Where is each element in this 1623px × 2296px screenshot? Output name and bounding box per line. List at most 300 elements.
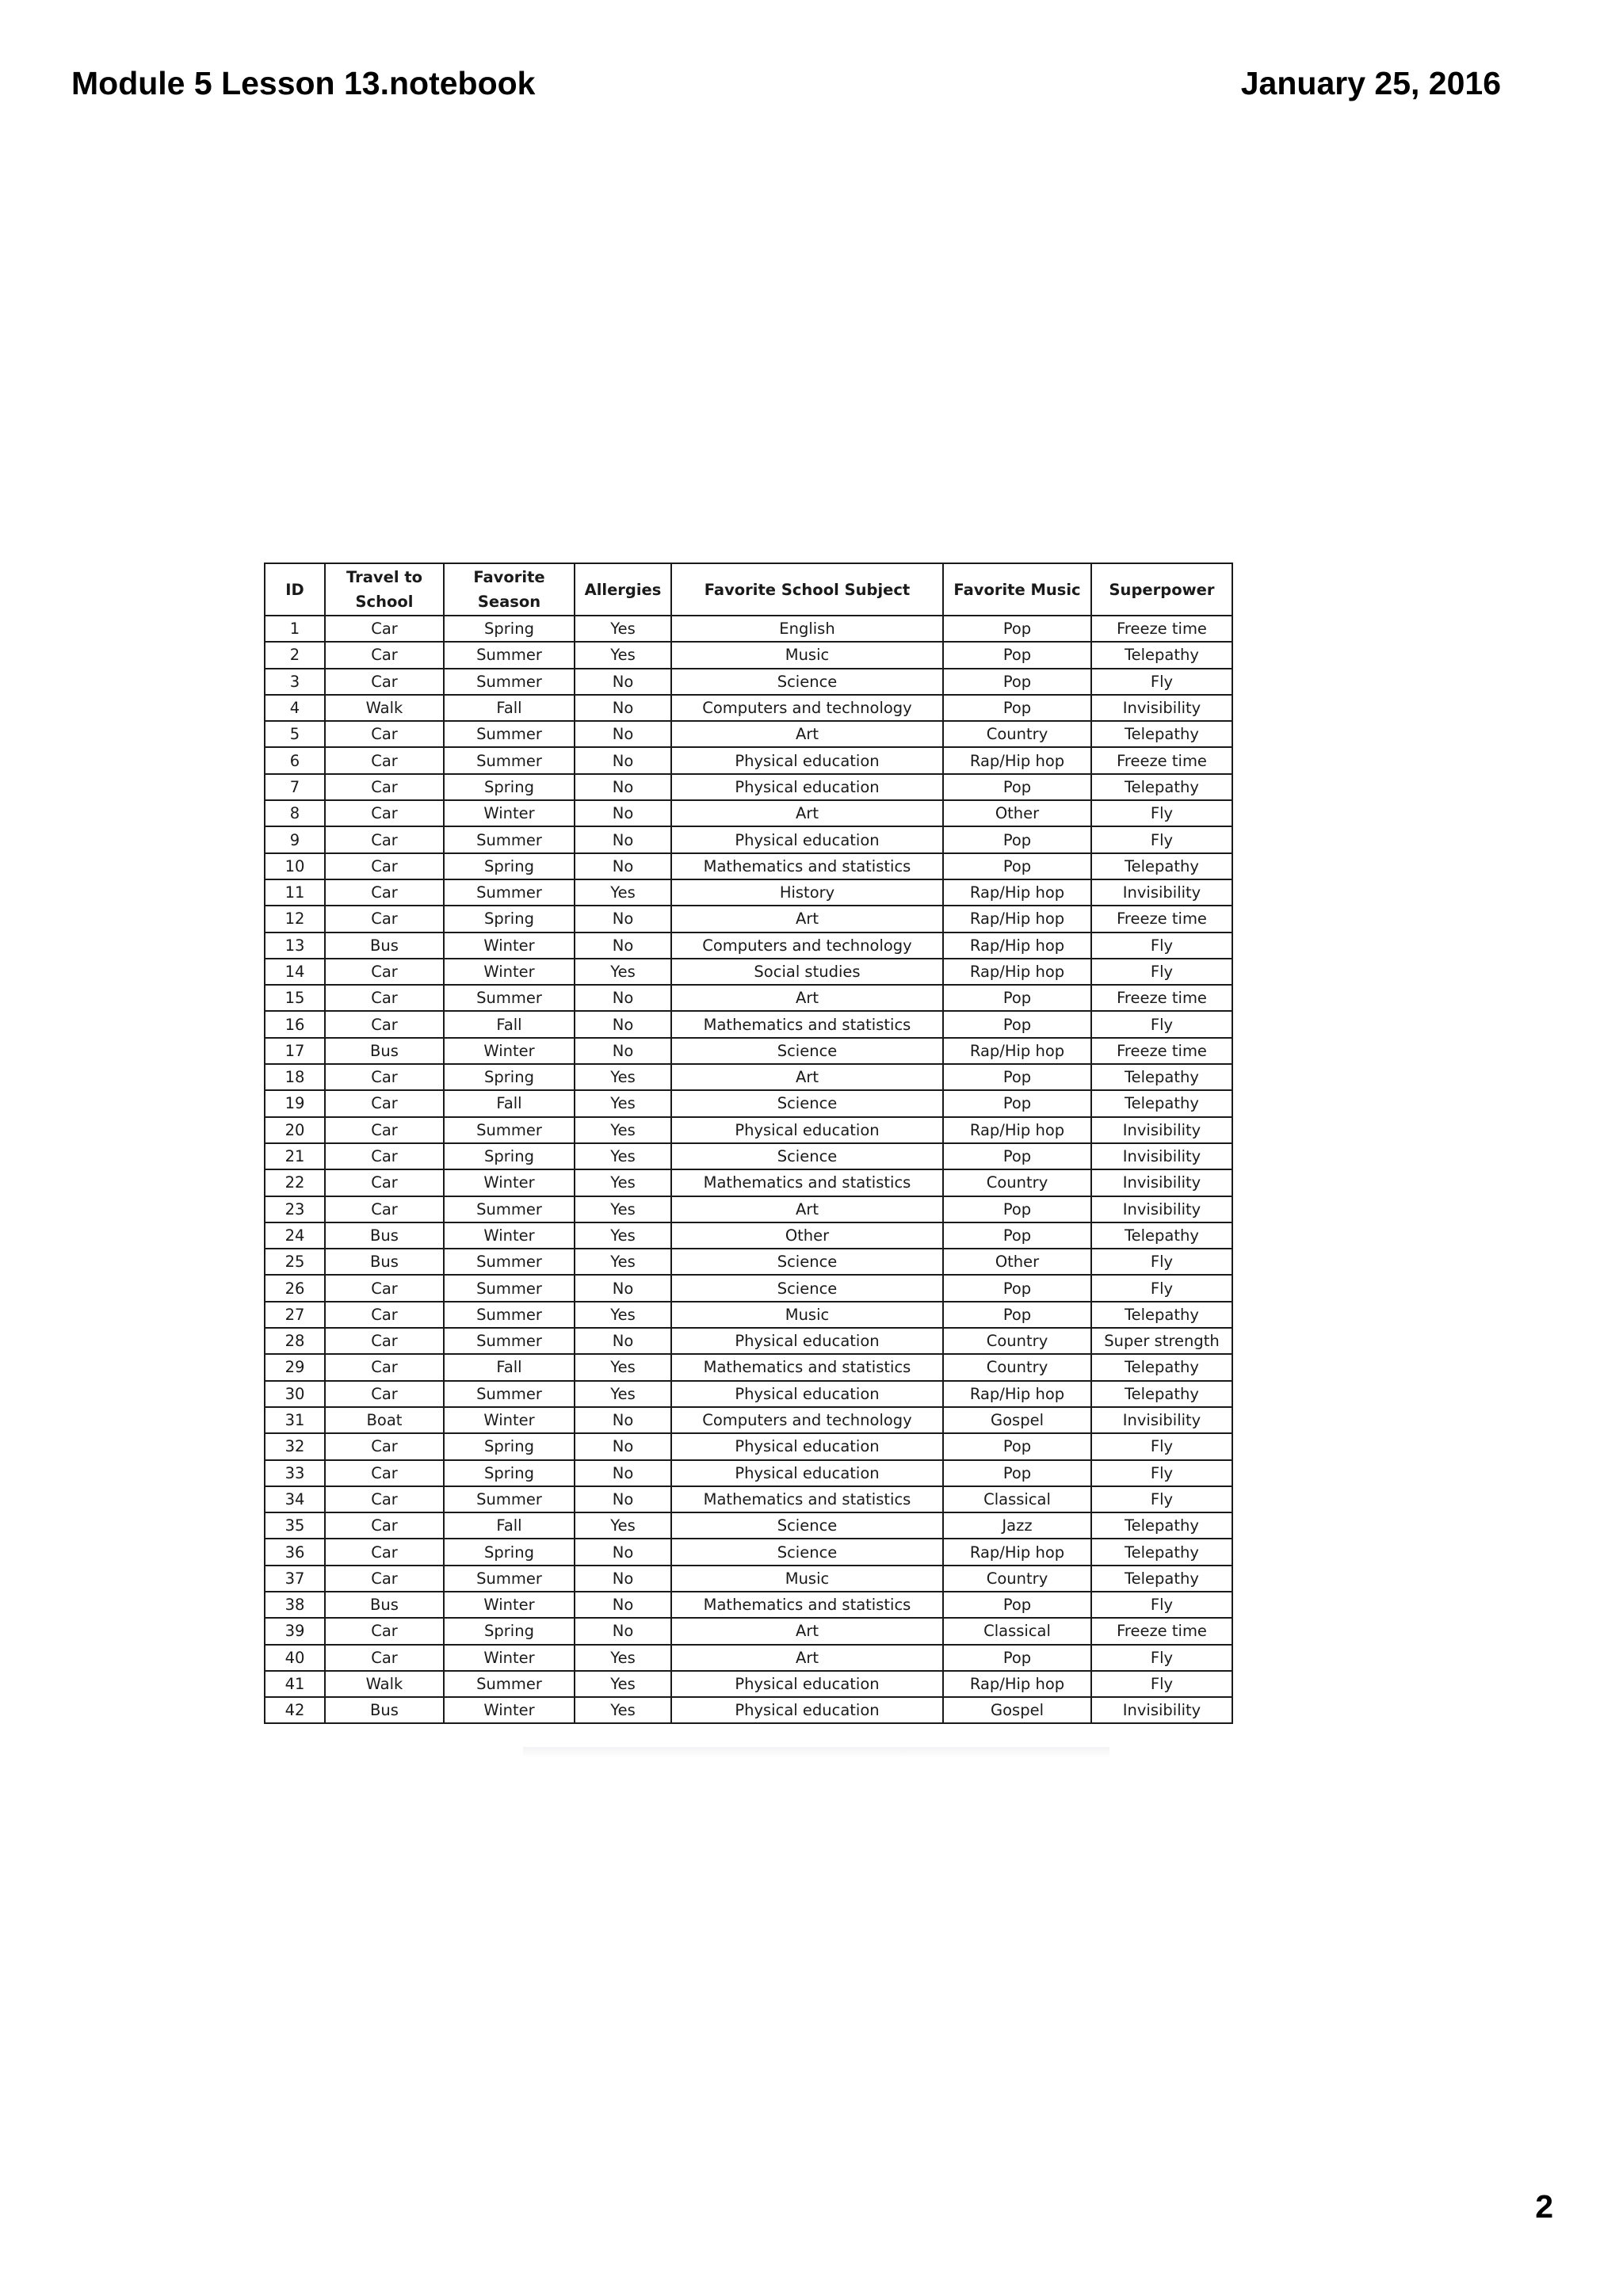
cell-superpower: Fly bbox=[1091, 826, 1232, 852]
document-title: Module 5 Lesson 13.notebook bbox=[71, 65, 536, 101]
table-row bbox=[265, 695, 1232, 721]
cell-season: Spring bbox=[444, 774, 575, 800]
cell-subject: Art bbox=[671, 906, 943, 932]
table-row bbox=[265, 1275, 1232, 1301]
cell-id: 10 bbox=[265, 853, 325, 879]
cell-travel: Car bbox=[325, 1566, 444, 1592]
cell-allergies: No bbox=[575, 1011, 671, 1037]
column-header-allergies: Allergies bbox=[575, 563, 671, 616]
cell-allergies: Yes bbox=[575, 1196, 671, 1222]
cell-id: 15 bbox=[265, 985, 325, 1011]
cell-id: 13 bbox=[265, 933, 325, 959]
cell-travel: Bus bbox=[325, 933, 444, 959]
cell-music: Rap/Hip hop bbox=[943, 1038, 1091, 1064]
cell-travel: Car bbox=[325, 1354, 444, 1380]
cell-travel: Car bbox=[325, 985, 444, 1011]
cell-id: 29 bbox=[265, 1354, 325, 1380]
cell-id: 4 bbox=[265, 695, 325, 721]
cell-allergies: No bbox=[575, 933, 671, 959]
cell-music: Other bbox=[943, 1249, 1091, 1275]
cell-allergies: No bbox=[575, 695, 671, 721]
cell-music: Other bbox=[943, 800, 1091, 826]
cell-travel: Car bbox=[325, 1169, 444, 1196]
cell-allergies: No bbox=[575, 1592, 671, 1618]
cell-superpower: Fly bbox=[1091, 933, 1232, 959]
cell-superpower: Fly bbox=[1091, 669, 1232, 695]
cell-music: Country bbox=[943, 1354, 1091, 1380]
cell-travel: Car bbox=[325, 1486, 444, 1512]
cell-subject: Physical education bbox=[671, 1117, 943, 1143]
cell-superpower: Invisibility bbox=[1091, 1407, 1232, 1433]
cell-id: 42 bbox=[265, 1697, 325, 1723]
cell-music: Pop bbox=[943, 1143, 1091, 1169]
cell-allergies: No bbox=[575, 800, 671, 826]
table-row bbox=[265, 1222, 1232, 1249]
cell-superpower: Telepathy bbox=[1091, 1381, 1232, 1407]
cell-travel: Car bbox=[325, 721, 444, 747]
table-row bbox=[265, 1618, 1232, 1644]
cell-allergies: No bbox=[575, 1539, 671, 1565]
table-row bbox=[265, 1302, 1232, 1328]
cell-id: 34 bbox=[265, 1486, 325, 1512]
cell-id: 1 bbox=[265, 616, 325, 642]
cell-allergies: Yes bbox=[575, 616, 671, 642]
cell-allergies: No bbox=[575, 721, 671, 747]
cell-season: Summer bbox=[444, 642, 575, 668]
table-row bbox=[265, 774, 1232, 800]
cell-id: 38 bbox=[265, 1592, 325, 1618]
cell-season: Summer bbox=[444, 1117, 575, 1143]
column-header-superpower: Superpower bbox=[1091, 563, 1232, 616]
cell-id: 17 bbox=[265, 1038, 325, 1064]
cell-subject: Music bbox=[671, 1302, 943, 1328]
cell-allergies: No bbox=[575, 747, 671, 773]
table-row bbox=[265, 1143, 1232, 1169]
cell-superpower: Telepathy bbox=[1091, 642, 1232, 668]
cell-music: Pop bbox=[943, 826, 1091, 852]
cell-subject: Science bbox=[671, 669, 943, 695]
cell-season: Spring bbox=[444, 1143, 575, 1169]
table-row bbox=[265, 616, 1232, 642]
cell-id: 6 bbox=[265, 747, 325, 773]
table-row bbox=[265, 1645, 1232, 1671]
cell-subject: Physical education bbox=[671, 1328, 943, 1354]
table-row bbox=[265, 747, 1232, 773]
cell-id: 30 bbox=[265, 1381, 325, 1407]
table-row bbox=[265, 933, 1232, 959]
survey-table-container bbox=[264, 563, 1233, 1723]
cell-travel: Bus bbox=[325, 1038, 444, 1064]
cell-season: Fall bbox=[444, 1512, 575, 1539]
table-row bbox=[265, 985, 1232, 1011]
cell-superpower: Telepathy bbox=[1091, 721, 1232, 747]
cell-music: Pop bbox=[943, 1302, 1091, 1328]
cell-subject: Art bbox=[671, 1064, 943, 1090]
cell-id: 9 bbox=[265, 826, 325, 852]
table-row bbox=[265, 959, 1232, 985]
cell-music: Pop bbox=[943, 1064, 1091, 1090]
cell-travel: Car bbox=[325, 879, 444, 906]
table-row bbox=[265, 669, 1232, 695]
cell-id: 20 bbox=[265, 1117, 325, 1143]
cell-season: Spring bbox=[444, 853, 575, 879]
cell-season: Spring bbox=[444, 1460, 575, 1486]
cell-music: Pop bbox=[943, 1196, 1091, 1222]
cell-subject: Science bbox=[671, 1090, 943, 1116]
cell-music: Pop bbox=[943, 616, 1091, 642]
cell-music: Pop bbox=[943, 642, 1091, 668]
cell-allergies: Yes bbox=[575, 1697, 671, 1723]
table-row bbox=[265, 879, 1232, 906]
cell-music: Rap/Hip hop bbox=[943, 879, 1091, 906]
cell-travel: Car bbox=[325, 1275, 444, 1301]
cell-subject: Mathematics and statistics bbox=[671, 1011, 943, 1037]
cell-id: 26 bbox=[265, 1275, 325, 1301]
cell-id: 11 bbox=[265, 879, 325, 906]
cell-superpower: Fly bbox=[1091, 1249, 1232, 1275]
cell-id: 31 bbox=[265, 1407, 325, 1433]
cell-superpower: Fly bbox=[1091, 1671, 1232, 1697]
cell-subject: Science bbox=[671, 1249, 943, 1275]
cell-season: Winter bbox=[444, 800, 575, 826]
cell-superpower: Telepathy bbox=[1091, 1064, 1232, 1090]
column-header-travel: Travel to School bbox=[325, 563, 444, 616]
cell-travel: Car bbox=[325, 1302, 444, 1328]
cell-allergies: No bbox=[575, 1486, 671, 1512]
cell-superpower: Invisibility bbox=[1091, 1169, 1232, 1196]
cell-music: Country bbox=[943, 1566, 1091, 1592]
cell-subject: Music bbox=[671, 1566, 943, 1592]
cell-season: Summer bbox=[444, 985, 575, 1011]
cell-travel: Car bbox=[325, 1381, 444, 1407]
cell-subject: Mathematics and statistics bbox=[671, 853, 943, 879]
cell-season: Winter bbox=[444, 1169, 575, 1196]
cell-season: Spring bbox=[444, 1064, 575, 1090]
cell-subject: Physical education bbox=[671, 1381, 943, 1407]
cell-id: 21 bbox=[265, 1143, 325, 1169]
cell-id: 23 bbox=[265, 1196, 325, 1222]
cell-allergies: No bbox=[575, 1460, 671, 1486]
cell-subject: Art bbox=[671, 1196, 943, 1222]
table-row bbox=[265, 853, 1232, 879]
table-row bbox=[265, 721, 1232, 747]
cell-superpower: Invisibility bbox=[1091, 1143, 1232, 1169]
cell-allergies: No bbox=[575, 669, 671, 695]
cell-travel: Car bbox=[325, 1460, 444, 1486]
cell-superpower: Fly bbox=[1091, 1486, 1232, 1512]
cell-travel: Car bbox=[325, 1011, 444, 1037]
table-row bbox=[265, 1196, 1232, 1222]
cell-subject: Physical education bbox=[671, 1433, 943, 1459]
cell-subject: Physical education bbox=[671, 774, 943, 800]
cell-season: Summer bbox=[444, 1275, 575, 1301]
table-row bbox=[265, 826, 1232, 852]
scan-shadow bbox=[523, 1747, 1109, 1758]
cell-allergies: Yes bbox=[575, 879, 671, 906]
cell-id: 3 bbox=[265, 669, 325, 695]
cell-superpower: Telepathy bbox=[1091, 853, 1232, 879]
cell-id: 2 bbox=[265, 642, 325, 668]
table-row bbox=[265, 1566, 1232, 1592]
cell-season: Fall bbox=[444, 1090, 575, 1116]
column-header-season: Favorite Season bbox=[444, 563, 575, 616]
cell-travel: Walk bbox=[325, 1671, 444, 1697]
cell-allergies: Yes bbox=[575, 1671, 671, 1697]
cell-id: 12 bbox=[265, 906, 325, 932]
cell-travel: Car bbox=[325, 1645, 444, 1671]
cell-subject: Physical education bbox=[671, 1697, 943, 1723]
table-row bbox=[265, 1011, 1232, 1037]
cell-allergies: Yes bbox=[575, 1354, 671, 1380]
cell-travel: Car bbox=[325, 616, 444, 642]
cell-travel: Walk bbox=[325, 695, 444, 721]
cell-music: Rap/Hip hop bbox=[943, 1117, 1091, 1143]
cell-id: 5 bbox=[265, 721, 325, 747]
cell-music: Pop bbox=[943, 1592, 1091, 1618]
cell-music: Gospel bbox=[943, 1407, 1091, 1433]
table-row bbox=[265, 1697, 1232, 1723]
cell-allergies: No bbox=[575, 1566, 671, 1592]
cell-id: 7 bbox=[265, 774, 325, 800]
cell-travel: Boat bbox=[325, 1407, 444, 1433]
table-row bbox=[265, 1117, 1232, 1143]
cell-subject: Mathematics and statistics bbox=[671, 1592, 943, 1618]
cell-music: Pop bbox=[943, 1433, 1091, 1459]
cell-travel: Car bbox=[325, 853, 444, 879]
cell-allergies: No bbox=[575, 1618, 671, 1644]
table-row bbox=[265, 1038, 1232, 1064]
table-header-row bbox=[265, 563, 1232, 616]
cell-travel: Bus bbox=[325, 1697, 444, 1723]
cell-subject: Science bbox=[671, 1143, 943, 1169]
cell-superpower: Invisibility bbox=[1091, 1196, 1232, 1222]
cell-subject: Science bbox=[671, 1038, 943, 1064]
cell-music: Rap/Hip hop bbox=[943, 747, 1091, 773]
cell-allergies: No bbox=[575, 1275, 671, 1301]
cell-music: Pop bbox=[943, 1460, 1091, 1486]
table-row bbox=[265, 1460, 1232, 1486]
cell-season: Spring bbox=[444, 906, 575, 932]
cell-allergies: No bbox=[575, 774, 671, 800]
cell-season: Fall bbox=[444, 695, 575, 721]
cell-superpower: Freeze time bbox=[1091, 747, 1232, 773]
cell-superpower: Invisibility bbox=[1091, 695, 1232, 721]
column-header-subject: Favorite School Subject bbox=[671, 563, 943, 616]
cell-superpower: Freeze time bbox=[1091, 906, 1232, 932]
cell-subject: Science bbox=[671, 1539, 943, 1565]
cell-superpower: Fly bbox=[1091, 800, 1232, 826]
table-row bbox=[265, 1512, 1232, 1539]
table-row bbox=[265, 1539, 1232, 1565]
cell-id: 25 bbox=[265, 1249, 325, 1275]
table-row bbox=[265, 906, 1232, 932]
cell-superpower: Freeze time bbox=[1091, 616, 1232, 642]
column-header-id: ID bbox=[265, 563, 325, 616]
cell-travel: Car bbox=[325, 1196, 444, 1222]
cell-music: Rap/Hip hop bbox=[943, 1381, 1091, 1407]
cell-subject: Mathematics and statistics bbox=[671, 1169, 943, 1196]
cell-season: Winter bbox=[444, 1697, 575, 1723]
cell-season: Spring bbox=[444, 1539, 575, 1565]
cell-music: Rap/Hip hop bbox=[943, 1539, 1091, 1565]
cell-superpower: Telepathy bbox=[1091, 1566, 1232, 1592]
cell-season: Summer bbox=[444, 1486, 575, 1512]
cell-music: Classical bbox=[943, 1618, 1091, 1644]
table-row bbox=[265, 1249, 1232, 1275]
cell-music: Country bbox=[943, 1328, 1091, 1354]
cell-subject: Computers and technology bbox=[671, 1407, 943, 1433]
cell-season: Summer bbox=[444, 1302, 575, 1328]
cell-id: 8 bbox=[265, 800, 325, 826]
cell-id: 28 bbox=[265, 1328, 325, 1354]
cell-season: Winter bbox=[444, 933, 575, 959]
cell-superpower: Fly bbox=[1091, 1011, 1232, 1037]
cell-subject: Computers and technology bbox=[671, 695, 943, 721]
cell-season: Winter bbox=[444, 959, 575, 985]
cell-subject: Science bbox=[671, 1275, 943, 1301]
table-row bbox=[265, 1328, 1232, 1354]
table-row bbox=[265, 1486, 1232, 1512]
table-body bbox=[265, 616, 1232, 1723]
cell-id: 18 bbox=[265, 1064, 325, 1090]
cell-subject: English bbox=[671, 616, 943, 642]
cell-travel: Car bbox=[325, 1433, 444, 1459]
cell-subject: Physical education bbox=[671, 826, 943, 852]
cell-superpower: Invisibility bbox=[1091, 1697, 1232, 1723]
cell-superpower: Fly bbox=[1091, 1645, 1232, 1671]
cell-travel: Car bbox=[325, 1618, 444, 1644]
cell-travel: Car bbox=[325, 642, 444, 668]
cell-travel: Car bbox=[325, 1064, 444, 1090]
cell-subject: Physical education bbox=[671, 747, 943, 773]
table-row bbox=[265, 1064, 1232, 1090]
table-row bbox=[265, 1090, 1232, 1116]
cell-id: 19 bbox=[265, 1090, 325, 1116]
cell-superpower: Freeze time bbox=[1091, 1618, 1232, 1644]
cell-allergies: No bbox=[575, 1407, 671, 1433]
document-date: January 25, 2016 bbox=[1240, 65, 1501, 101]
table-row bbox=[265, 1169, 1232, 1196]
cell-season: Spring bbox=[444, 1433, 575, 1459]
cell-allergies: Yes bbox=[575, 1117, 671, 1143]
cell-id: 35 bbox=[265, 1512, 325, 1539]
cell-music: Rap/Hip hop bbox=[943, 1671, 1091, 1697]
cell-superpower: Fly bbox=[1091, 1433, 1232, 1459]
cell-id: 37 bbox=[265, 1566, 325, 1592]
cell-music: Pop bbox=[943, 774, 1091, 800]
cell-music: Pop bbox=[943, 985, 1091, 1011]
table-row bbox=[265, 1407, 1232, 1433]
cell-music: Pop bbox=[943, 1090, 1091, 1116]
cell-travel: Car bbox=[325, 1117, 444, 1143]
cell-id: 39 bbox=[265, 1618, 325, 1644]
cell-travel: Car bbox=[325, 1143, 444, 1169]
cell-superpower: Freeze time bbox=[1091, 985, 1232, 1011]
cell-music: Rap/Hip hop bbox=[943, 906, 1091, 932]
survey-table bbox=[264, 563, 1233, 1724]
cell-subject: Mathematics and statistics bbox=[671, 1486, 943, 1512]
cell-allergies: No bbox=[575, 1328, 671, 1354]
cell-music: Country bbox=[943, 1169, 1091, 1196]
cell-allergies: Yes bbox=[575, 1249, 671, 1275]
cell-subject: Physical education bbox=[671, 1671, 943, 1697]
cell-season: Summer bbox=[444, 1328, 575, 1354]
cell-season: Summer bbox=[444, 879, 575, 906]
cell-travel: Car bbox=[325, 826, 444, 852]
cell-music: Pop bbox=[943, 1222, 1091, 1249]
cell-travel: Car bbox=[325, 1539, 444, 1565]
cell-superpower: Super strength bbox=[1091, 1328, 1232, 1354]
cell-season: Winter bbox=[444, 1645, 575, 1671]
cell-season: Summer bbox=[444, 1671, 575, 1697]
cell-subject: Art bbox=[671, 800, 943, 826]
cell-allergies: Yes bbox=[575, 1064, 671, 1090]
cell-superpower: Telepathy bbox=[1091, 1302, 1232, 1328]
cell-allergies: Yes bbox=[575, 959, 671, 985]
cell-superpower: Fly bbox=[1091, 1592, 1232, 1618]
cell-travel: Bus bbox=[325, 1249, 444, 1275]
cell-season: Summer bbox=[444, 1196, 575, 1222]
cell-allergies: Yes bbox=[575, 642, 671, 668]
cell-allergies: No bbox=[575, 985, 671, 1011]
cell-subject: Social studies bbox=[671, 959, 943, 985]
cell-id: 36 bbox=[265, 1539, 325, 1565]
cell-music: Pop bbox=[943, 695, 1091, 721]
cell-superpower: Telepathy bbox=[1091, 1090, 1232, 1116]
cell-travel: Car bbox=[325, 774, 444, 800]
cell-travel: Car bbox=[325, 1512, 444, 1539]
cell-id: 24 bbox=[265, 1222, 325, 1249]
cell-music: Pop bbox=[943, 853, 1091, 879]
cell-id: 14 bbox=[265, 959, 325, 985]
cell-season: Spring bbox=[444, 616, 575, 642]
cell-subject: Art bbox=[671, 1618, 943, 1644]
cell-season: Winter bbox=[444, 1038, 575, 1064]
cell-subject: Art bbox=[671, 721, 943, 747]
cell-travel: Bus bbox=[325, 1222, 444, 1249]
cell-travel: Car bbox=[325, 959, 444, 985]
cell-allergies: Yes bbox=[575, 1381, 671, 1407]
cell-music: Pop bbox=[943, 669, 1091, 695]
cell-subject: Computers and technology bbox=[671, 933, 943, 959]
cell-superpower: Fly bbox=[1091, 959, 1232, 985]
cell-allergies: No bbox=[575, 906, 671, 932]
cell-superpower: Telepathy bbox=[1091, 1512, 1232, 1539]
cell-subject: Mathematics and statistics bbox=[671, 1354, 943, 1380]
cell-music: Gospel bbox=[943, 1697, 1091, 1723]
cell-travel: Bus bbox=[325, 1592, 444, 1618]
cell-season: Spring bbox=[444, 1618, 575, 1644]
cell-music: Rap/Hip hop bbox=[943, 933, 1091, 959]
cell-music: Country bbox=[943, 721, 1091, 747]
table-row bbox=[265, 800, 1232, 826]
cell-superpower: Invisibility bbox=[1091, 879, 1232, 906]
cell-music: Rap/Hip hop bbox=[943, 959, 1091, 985]
cell-travel: Car bbox=[325, 1328, 444, 1354]
cell-allergies: Yes bbox=[575, 1512, 671, 1539]
cell-travel: Car bbox=[325, 906, 444, 932]
cell-music: Jazz bbox=[943, 1512, 1091, 1539]
table-row bbox=[265, 1433, 1232, 1459]
cell-allergies: Yes bbox=[575, 1302, 671, 1328]
cell-season: Winter bbox=[444, 1592, 575, 1618]
cell-travel: Car bbox=[325, 669, 444, 695]
table-row bbox=[265, 1381, 1232, 1407]
cell-music: Pop bbox=[943, 1275, 1091, 1301]
cell-id: 40 bbox=[265, 1645, 325, 1671]
cell-allergies: No bbox=[575, 1038, 671, 1064]
cell-subject: Art bbox=[671, 1645, 943, 1671]
